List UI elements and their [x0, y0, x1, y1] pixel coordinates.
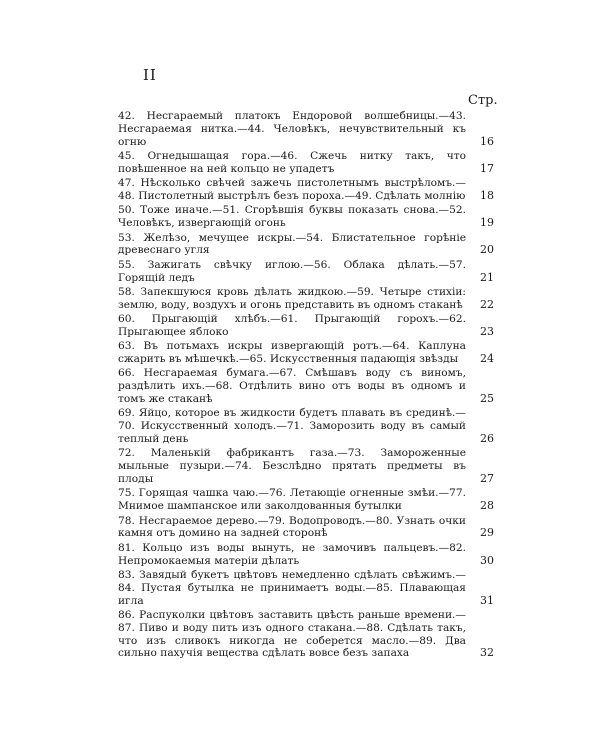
entry-text: 53. Желѣзо, мечущее искры.—54. Блистательное горѣніе древеснаго угля	[118, 231, 466, 257]
entry-page-number: 32	[480, 646, 494, 660]
entry-text: 69. Яйцо, которое въ жидкости будетъ плавать въ срединѣ.—70. Искусственный холодъ.—71. Заморозить воду въ самый теплый день	[118, 407, 466, 446]
entry-text: 58. Запекшуюся кровь дѣлать жидкою.—59. Четыре стихіи: землю, воду, воздухъ и огонь представить въ одномъ стаканѣ	[118, 285, 466, 311]
contents-entry	[118, 313, 494, 339]
contents-entry	[118, 204, 494, 230]
contents-entry	[118, 487, 494, 513]
contents-entry	[118, 407, 494, 445]
entry-page-number: 21	[480, 270, 494, 284]
contents-entry	[118, 515, 494, 541]
entry-text: 63. Въ потьмахъ искры извергающій ротъ.—64. Каплуна сжарить въ мѣшечкѣ.—65. Искусственныя падающія звѣзды	[118, 340, 466, 366]
entry-page-number: 26	[480, 432, 494, 446]
contents-entry	[118, 110, 494, 148]
entry-text: 47. Нѣсколько свѣчей зажечь пистолетнымъ выстрѣломъ.—48. Пистолетный выстрѣлъ безъ пороха.—49. Сдѣлать молнію	[118, 177, 466, 202]
entry-text: 50. Тоже иначе.—51. Сгорѣвшія буквы показать снова.—52. Человѣкъ, извергающій огонь	[118, 204, 466, 230]
entry-page-number: 16	[480, 134, 494, 148]
entry-page-number: 27	[480, 472, 494, 486]
entry-text: 60. Прыгающій хлѣбъ.—61. Прыгающій горохъ.—62. Прыгающее яблоко	[118, 313, 466, 338]
entry-text: 78. Несгараемое дерево.—79. Водопроводъ.—80. Узнать очки камня отъ домино на задней сторонѣ	[118, 514, 466, 540]
entry-page-number: 20	[480, 243, 494, 257]
entry-page-number: 30	[480, 553, 494, 567]
page-column-header: Стр.	[468, 93, 498, 108]
entry-text: 72. Маленькій фабрикантъ газа.—73. Замороженные мыльные пузыри.—74. Безслѣдно прятать предметы въ плоды	[118, 447, 466, 486]
entry-text: 75. Горящая чашка чаю.—76. Летающіе огненные змѣи.—77. Мнимое шампанское или заколдованныя бутылки	[118, 487, 466, 513]
contents-entry	[118, 150, 494, 176]
entry-page-number: 23	[480, 324, 494, 338]
contents-entry	[118, 259, 494, 285]
entry-text: 86. Распуколки цвѣтовъ заставить цвѣсть раньше времени.—87. Пиво и воду пить изъ одного стакана.—88. Сдѣлать такъ, что изъ сливокъ никогда не соберется масло.—89. Два сильно пахучія вещества сдѣлать вовсе безъ запаха	[118, 608, 466, 660]
contents-list	[118, 110, 494, 662]
contents-entry	[118, 367, 494, 405]
page-number: II	[143, 66, 157, 84]
entry-page-number: 22	[480, 297, 494, 311]
entry-page-number: 24	[480, 352, 494, 366]
entry-text: 81. Кольцо изъ воды вынуть, не замочивъ пальцевъ.—82. Непромокаемыя матеріи дѣлать	[118, 541, 466, 567]
contents-entry	[118, 177, 494, 203]
entry-page-number: 25	[480, 392, 494, 406]
contents-entry	[118, 340, 494, 366]
entry-page-number: 19	[480, 216, 494, 230]
contents-entry	[118, 286, 494, 312]
entry-text: 45. Огнедышащая гора.—46. Сжечь нитку такъ, что повѣшенное на ней кольцо не упадетъ	[118, 149, 466, 175]
entry-page-number: 28	[480, 499, 494, 513]
contents-entry	[118, 232, 494, 258]
entry-text: 42. Несгараемый платокъ Ендоровой волшебницы.—43. Несгараемая нитка.—44. Человѣкъ, нечувствительный къ огню	[118, 110, 466, 148]
entry-page-number: 17	[480, 161, 494, 175]
contents-entry	[118, 447, 494, 485]
entry-text: 55. Зажигать свѣчку иглою.—56. Облака дѣлать.—57. Горящій ледъ	[118, 258, 466, 284]
entry-text: 66. Несгараемая бумага.—67. Смѣшавъ воду съ виномъ, раздѣлить ихъ.—68. Отдѣлить вино отъ воды въ одномъ и томъ же стаканѣ	[118, 367, 466, 406]
entry-page-number: 31	[480, 593, 494, 607]
contents-entry	[118, 542, 494, 568]
entry-text: 83. Завядый букетъ цвѣтовъ немедленно сдѣлать свѣжимъ.—84. Пустая бутылка не принимаетъ воды.—85. Плавающая игла	[118, 569, 466, 607]
contents-entry	[118, 569, 494, 607]
entry-page-number: 29	[480, 526, 494, 540]
entry-page-number: 18	[480, 188, 494, 202]
contents-entry	[118, 609, 494, 660]
